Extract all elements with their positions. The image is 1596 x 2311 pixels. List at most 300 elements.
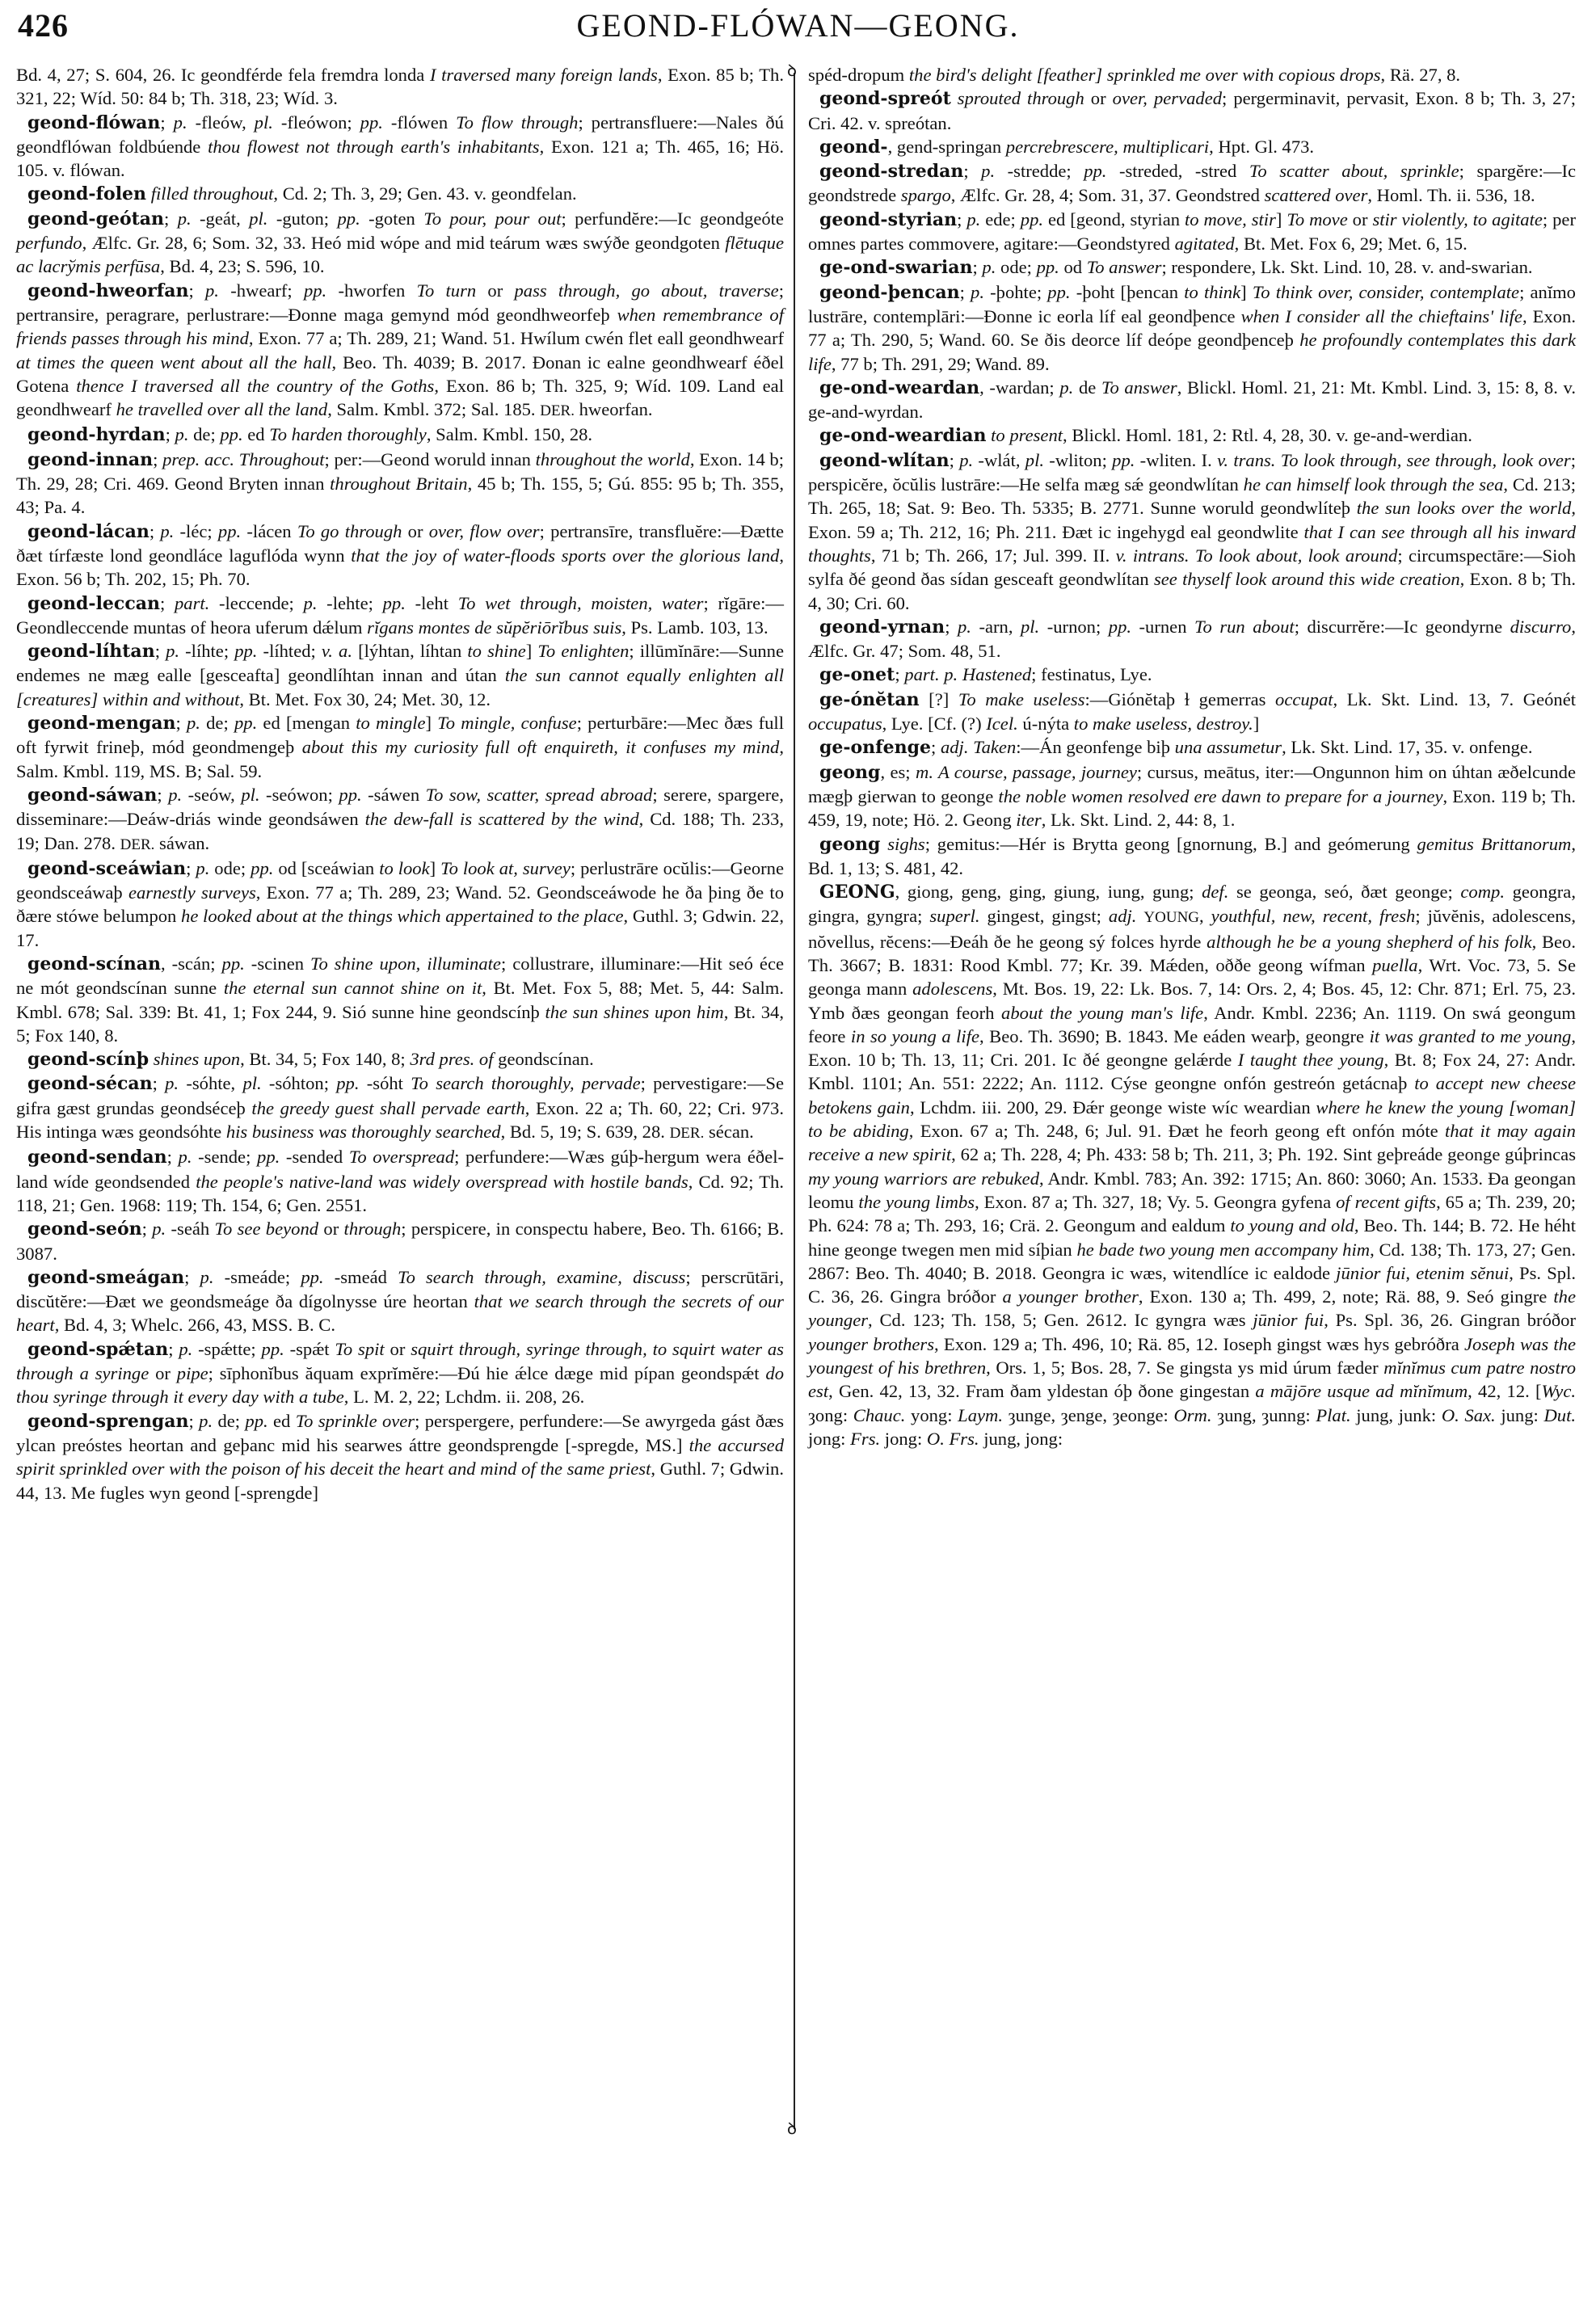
headword: ge-onet: [819, 664, 895, 686]
entry-text: ;: [165, 424, 175, 445]
entry-text: jung:: [1495, 1404, 1544, 1425]
italic-gloss: puella: [1372, 954, 1418, 975]
entry-text: , L. M. 2, 22; Lchdm. ii. 208, 26.: [343, 1387, 585, 1408]
italic-gloss: Dut.: [1543, 1404, 1576, 1425]
italic-gloss: To overspread: [348, 1147, 455, 1168]
entry-text: -wliton;: [1044, 449, 1113, 470]
entry-text: ;: [186, 857, 196, 878]
entry-text: -léc;: [174, 520, 218, 541]
entry-text: ed: [242, 424, 270, 445]
entry-text: ; circumspectāre:—Sioh sylfa ðé geond ðas sídan gesceaft geondwlítan: [808, 545, 1576, 590]
italic-gloss: To answer: [1101, 377, 1177, 398]
italic-gloss: p.: [205, 280, 219, 301]
entry-text: ; per:—Geond woruld innan: [324, 448, 536, 469]
headword: geond-mengan: [27, 713, 176, 735]
dictionary-entry: [808, 255, 1576, 280]
italic-gloss: pp.: [303, 280, 327, 301]
entry-text: -flówen: [382, 112, 457, 133]
entry-text: , Bt. 34, 5; Fox 140, 8;: [240, 1049, 411, 1070]
entry-text: -spǽtte;: [192, 1338, 262, 1359]
entry-text: spéd-dropum: [808, 65, 909, 85]
entry-text: de;: [200, 713, 234, 734]
italic-gloss: p.: [971, 281, 984, 302]
entry-text: -fleówon;: [272, 112, 360, 133]
headword: geond-leccan: [27, 592, 160, 614]
headword: geond-stredan: [819, 161, 964, 183]
italic-gloss: pp.: [1020, 208, 1044, 229]
italic-gloss: flētuque ac lacrўmis perfūsa: [16, 233, 784, 277]
entry-text: , Guthl. 7; Gdwin. 44, 13. Me fugles wyn geond [-sprengde]: [16, 1459, 784, 1503]
italic-gloss: earnestly surveys: [128, 882, 256, 903]
entry-text: , Exon. 87 a; Th. 327, 18; Vy. 5. Geongra gyfena: [975, 1191, 1337, 1212]
italic-gloss: v. intrans. To look about, look around: [1115, 545, 1398, 566]
entry-text: -sóhton;: [261, 1073, 337, 1094]
entry-text: -leccende;: [209, 592, 304, 613]
entry-text: or: [1084, 88, 1113, 109]
entry-text: ; rĭgāre:—Geondleccende muntas of heora uferum dǽlum: [16, 592, 784, 638]
italic-gloss: discurro: [1510, 616, 1572, 637]
dictionary-entry: [16, 520, 784, 591]
italic-gloss: that the joy of water-floods sports over the glorious land: [351, 545, 780, 566]
italic-gloss: my young warriors are rebuked: [808, 1168, 1040, 1189]
italic-gloss: he bade two young men accompany him: [1076, 1239, 1371, 1260]
entry-text: , Ælfc. Gr. 28, 4; Som. 31, 37. Geondstred: [950, 185, 1265, 206]
entry-text: -hwearf;: [218, 280, 304, 301]
entry-text: ; pergerminavit, pervasit, Exon. 8 b; Th. 3, 27; Cri. 42. v. spreótan.: [808, 88, 1577, 133]
italic-gloss: Wyc.: [1541, 1381, 1576, 1402]
entry-text: -scinen: [244, 953, 311, 974]
entry-text: , Cd. 92; Th. 118, 21; Gen. 1968: 119; Th. 154, 6; Gen. 2551.: [16, 1171, 784, 1215]
italic-gloss: the accursed spirit sprinkled over with the poison of his deceit the heart and mind of the same priest: [16, 1434, 784, 1480]
dictionary-entry: [808, 86, 1576, 135]
italic-gloss: To move: [1286, 208, 1348, 229]
italic-gloss: that we search through the secrets of our heart: [16, 1291, 784, 1336]
italic-gloss: pp.: [1084, 161, 1107, 182]
italic-gloss: thou flowest not through earth's inhabitants: [208, 136, 540, 157]
entry-text: ;: [188, 1410, 200, 1431]
entry-text: ; sīphonĭbus ăquam exprĭmĕre:—Ðú hie ǽlce dæge mid pípan geondspǽt: [208, 1363, 766, 1384]
italic-gloss: pp.: [220, 424, 243, 445]
italic-gloss: the people's native-land was widely overspread with hostile bands: [196, 1171, 689, 1192]
entry-text: de: [1073, 377, 1101, 398]
entry-text: , Bd. 5, 19; S. 639, 28.: [500, 1122, 670, 1143]
italic-gloss: pp.: [221, 953, 245, 974]
headword: geond-hyrdan: [27, 424, 166, 446]
entry-text: , Cd. 213; Th. 265, 18; Sat. 9: Beo. Th. 5335; B. 2771. Sunne woruld geondwlíteþ: [808, 474, 1576, 519]
entry-text: -guton;: [267, 208, 338, 229]
entry-text: jong:: [880, 1428, 927, 1449]
entry-text: , Wrt. Voc. 73, 5. Se geonga mann: [808, 954, 1576, 1000]
italic-gloss: p.: [152, 1219, 166, 1240]
italic-gloss: pp.: [245, 1410, 268, 1431]
entry-text: , Beo. Th. 3667; B. 1831: Rood Kmbl. 77; Kr. 39. Mǽden, oððe geong wífman: [808, 931, 1577, 975]
headword: geond-lácan: [27, 520, 149, 542]
entry-text: ; perspicĕre, ŏcŭlis lustrāre:—He selfa mæg sǽ geondwlítan: [808, 449, 1576, 495]
dictionary-entry: [808, 208, 1576, 256]
italic-gloss: when I consider all the chieftains' life: [1240, 305, 1522, 326]
dictionary-entry: [808, 376, 1576, 424]
italic-gloss: Plat.: [1316, 1404, 1351, 1425]
dictionary-entry: [16, 711, 784, 783]
italic-gloss: where he knew the young [woman] to be abiding: [808, 1097, 1576, 1142]
dictionary-entry: [808, 880, 1576, 1450]
entry-text: -spǽt: [284, 1338, 335, 1359]
italic-gloss: over, pervaded: [1112, 88, 1223, 109]
italic-gloss: adolescens: [912, 979, 993, 1000]
entry-text: or: [1347, 208, 1373, 229]
italic-gloss: To sprinkle over: [295, 1410, 415, 1431]
entry-text: ]: [429, 857, 441, 878]
entry-text: ;: [164, 208, 178, 229]
italic-gloss: rĭgans montes de sŭpĕriōrĭbus suis: [367, 617, 622, 638]
entry-text: , Ors. 1, 5; Bos. 28, 7. Se gingsta ys mid úrum fæder: [986, 1358, 1384, 1379]
entry-text: ȝong:: [808, 1404, 853, 1425]
italic-gloss: O. Frs.: [926, 1428, 979, 1449]
italic-gloss: he profoundly contemplates this dark life: [808, 330, 1576, 374]
entry-text: , Lk. Skt. Lind. 2, 44: 8, 1.: [1041, 810, 1236, 831]
italic-gloss: about this my curiosity full oft enquireth, it confuses my mind: [301, 737, 780, 758]
entry-text: -urnon;: [1039, 616, 1109, 637]
left-column: [16, 63, 784, 1505]
italic-gloss: pp.: [1108, 616, 1132, 637]
entry-text: , Rä. 27, 8.: [1380, 65, 1461, 85]
entry-text: , Hpt. Gl. 473.: [1209, 136, 1315, 157]
entry-text: ; pertransfluere:—Nales ðú geondflówan foldbúende: [16, 112, 784, 157]
italic-gloss: To scatter about, sprinkle: [1249, 161, 1459, 182]
entry-text: , Exon. 130 a; Th. 499, 2, note; Rä. 88, 9. Seó gingre: [1138, 1286, 1554, 1307]
entry-text: , Exon. 77 a; Th. 289, 23; Wand. 52. Geondsceáwode he ða þing ðe to ðære stówe belumpon: [16, 882, 784, 927]
italic-gloss: pp.: [234, 641, 258, 662]
entry-text: , Exon. 121 a; Th. 465, 16; Hö. 105. v. flówan.: [16, 136, 784, 181]
entry-continuation: [16, 63, 784, 111]
entry-text: -sóht: [359, 1073, 411, 1094]
italic-gloss: the younger: [808, 1286, 1577, 1331]
italic-gloss: over, flow over: [428, 520, 540, 541]
entry-text: de;: [213, 1410, 246, 1431]
italic-gloss: to present: [991, 425, 1063, 446]
italic-gloss: the sun looks over the world: [1356, 498, 1572, 519]
headword: geond-líhtan: [27, 641, 155, 663]
page-number: 426: [18, 7, 69, 44]
dictionary-entry: [808, 760, 1576, 832]
headword: geond-styrian: [819, 208, 958, 230]
entry-text: ; anĭmo lustrāre, contemplāri:—Ðonne ic eorla líf eal geondþence: [808, 281, 1576, 326]
entry-text: , Beo. Th. 3690; B. 1843. Me eáden wearþ, geongre: [979, 1025, 1370, 1046]
italic-gloss: jūnior fui, etenim sĕnui: [1336, 1262, 1510, 1283]
entry-text: ;: [188, 280, 205, 301]
italic-gloss: the greedy guest shall pervade earth: [251, 1097, 525, 1118]
dictionary-entry: [16, 783, 784, 857]
small-caps-text: DER.: [540, 402, 575, 420]
entry-text: , Cd. 2; Th. 3, 29; Gen. 43. v. geondfelan.: [273, 183, 577, 204]
italic-gloss: pl.: [1020, 616, 1040, 637]
entry-text: ode;: [996, 257, 1037, 278]
italic-gloss: pp.: [360, 112, 383, 133]
dictionary-entry: [16, 857, 784, 952]
italic-gloss: Icel.: [986, 714, 1018, 735]
entry-text: , Ælfc. Gr. 47; Som. 48, 51.: [808, 616, 1577, 662]
entry-text: , -wardan;: [979, 377, 1060, 398]
italic-gloss: agitated: [1174, 234, 1235, 255]
italic-gloss: pp.: [382, 592, 406, 613]
italic-gloss: 3rd pres. of: [410, 1049, 494, 1070]
italic-gloss: sprouted through: [957, 88, 1084, 109]
entry-text: -sóhte,: [179, 1073, 243, 1094]
entry-text: Bd. 4, 27; S. 604, 26. Ic geondférde fela fremdra londa: [16, 65, 430, 85]
italic-gloss: the dew-fall is scattered by the wind: [364, 809, 639, 830]
entry-text: gingest, gingst;: [979, 906, 1109, 927]
headword: geond-sendan: [27, 1147, 167, 1168]
italic-gloss: pl.: [1025, 449, 1045, 470]
italic-gloss: I taught thee young: [1237, 1050, 1384, 1071]
italic-gloss: pp.: [257, 1147, 280, 1168]
italic-gloss: To make useless: [958, 688, 1085, 709]
entry-text: , Bd. 4, 3; Whelc. 266, 43, MSS. B. C.: [54, 1315, 336, 1336]
italic-gloss: p.: [303, 592, 318, 613]
italic-gloss: throughout Britain: [330, 474, 468, 495]
italic-gloss: the sun shines upon him: [545, 1001, 724, 1022]
italic-gloss: part.: [174, 592, 210, 613]
headword: geond-wlítan: [819, 449, 950, 471]
divider-ornament-top-icon: ꝺ: [787, 62, 797, 80]
entry-text: , Mt. Bos. 19, 22: Lk. Bos. 7, 14: Ors. 2, 4; Bos. 45, 12: Chr. 871; Erl. 75, 23. Ymb ðæs geongan feorh: [808, 979, 1576, 1023]
entry-text: , Bt. Met. Fox 6, 29; Met. 6, 15.: [1234, 234, 1468, 255]
headword: GEONG: [819, 882, 895, 903]
entry-text: ; festinatus, Lye.: [1031, 664, 1152, 685]
entry-text: , Andr. Kmbl. 2236; An. 1119. On swá geongum feore: [808, 1002, 1577, 1046]
entry-text: , 65 a; Th. 239, 20; Ph. 624: 78 a; Th. 293, 16; Crä. 2. Geongum and ealdum: [808, 1191, 1577, 1236]
entry-text: , 77 b; Th. 291, 29; Wand. 89.: [831, 353, 1050, 374]
entry-text: ȝung, ȝunng:: [1211, 1404, 1316, 1425]
entry-text: , Lk. Skt. Lind. 13, 7. Geónét: [1333, 688, 1576, 709]
entry-text: :—Giónĕtaþ ɫ gemerras: [1084, 688, 1276, 709]
italic-gloss: through: [343, 1219, 402, 1240]
entry-text: geondscínan.: [493, 1049, 594, 1070]
entry-text: , Exon. 77 a; Th. 290, 5; Wand. 60. Se ðis deorce líf deópe geondþenceþ: [808, 305, 1576, 351]
entry-text: ; collustrare, illuminare:—Hit seó éce ne mót geondscínan sunne: [16, 953, 784, 999]
italic-gloss: spargo: [900, 185, 951, 206]
entry-text: ;: [963, 161, 982, 182]
entry-text: , Lk. Skt. Lind. 17, 35. v. onfenge.: [1282, 737, 1533, 758]
italic-gloss: To go through: [297, 520, 402, 541]
right-column: [808, 63, 1576, 1450]
italic-gloss: prep. acc. Throughout: [162, 448, 325, 469]
entry-text: , Exon. 67 a; Th. 248, 6; Jul. 91. Ðæt he feorh geong eft onfón móte: [908, 1121, 1446, 1142]
entry-text: , Bt. 34, 5; Fox 140, 8.: [16, 1001, 784, 1046]
italic-gloss: To search through, examine, discuss: [398, 1266, 686, 1287]
entry-text: , Exon. 85 b; Th. 321, 22; Wíd. 50: 84 b; Th. 318, 23; Wíd. 3.: [16, 65, 784, 109]
entry-text: , 42, 12. [: [1468, 1381, 1542, 1402]
entry-text: ; illūmĭnāre:—Sunne endemes ne mæg ealle [gesceafta] geondlíhtan innan and útan: [16, 641, 784, 686]
entry-text: -þoht [þencan: [1070, 281, 1185, 302]
entry-text: jung, jong:: [979, 1428, 1063, 1449]
headword: geond-innan: [27, 448, 154, 470]
running-head: GEOND-FLÓWAN—GEONG.: [576, 7, 1020, 44]
italic-gloss: about the young man's life: [1001, 1002, 1204, 1023]
entry-text: ede;: [980, 208, 1021, 229]
italic-gloss: m. A course, passage, journey: [916, 761, 1137, 782]
entry-text: , Exon. 119 b; Th. 459, 19, note; Hö. 2. Geong: [808, 785, 1577, 831]
entry-text: ed [mengan: [257, 713, 356, 734]
italic-gloss: although he be a young shepherd of his folk: [1206, 931, 1532, 952]
italic-gloss: I traversed many foreign lands: [429, 65, 658, 85]
entry-text: , Exon. 77 a; Th. 289, 21; Wand. 51. Hwílum cwén flet eall geondhwearf: [248, 328, 784, 349]
italic-gloss: To wet through, moisten, water: [457, 592, 704, 613]
entry-text: ; serere, spargere, disseminare:—Deáw-driás winde geondsáwen: [16, 784, 784, 830]
entry-text: ; perlustrāre ocŭlis:—Georne geondsceáwaþ: [16, 857, 784, 903]
entry-text: -lehte;: [317, 592, 383, 613]
entry-text: , Beo. Th. 144; B. 72. He héht hine geonge twegen men mid síþian: [808, 1215, 1576, 1260]
headword: geond-hweorfan: [27, 280, 189, 301]
italic-gloss: To turn: [416, 280, 477, 301]
entry-text: ed [geond, styrian: [1043, 208, 1185, 229]
italic-gloss: To shine upon, illuminate: [310, 953, 501, 974]
headword: geond-folen: [27, 183, 147, 205]
dictionary-entry: [16, 591, 784, 640]
italic-gloss: the eternal sun cannot shine on it: [223, 978, 482, 999]
entry-text: -seów,: [182, 784, 242, 805]
italic-gloss: pp.: [217, 520, 242, 541]
headword: geond-: [819, 136, 888, 158]
italic-gloss: p.: [959, 449, 974, 470]
entry-text: [880, 834, 887, 854]
italic-gloss: p.: [196, 857, 210, 878]
italic-gloss: a younger brother: [1002, 1286, 1139, 1307]
entry-text: , Bd. 1, 13; S. 481, 42.: [808, 833, 1577, 878]
entry-text: , Blickl. Homl. 21, 21: Mt. Kmbl. Lind. 3, 15: 8, 8. v. ge-and-wyrdan.: [808, 377, 1577, 423]
entry-text: ;: [959, 281, 971, 302]
entry-text: , Cd. 123; Th. 158, 5; Gen. 2612. Ic gyngra wæs: [868, 1310, 1253, 1331]
entry-text: -leht: [405, 592, 458, 613]
italic-gloss: mĭnĭmus cum patre nostro est: [808, 1358, 1576, 1402]
entry-text: , Lchdm. iii. 200, 29. Ðǽr geonge wiste wíc weardian: [909, 1097, 1316, 1118]
entry-text: , Cd. 138; Th. 173, 27; Gen. 2867: Beo. Th. 4040; B. 2018. Geongra ic wæs, witendlíce ic ealdode: [808, 1239, 1576, 1283]
italic-gloss: To enlighten: [537, 641, 630, 662]
italic-gloss: p.: [1059, 377, 1074, 398]
italic-gloss: v. a.: [321, 641, 352, 662]
entry-text: ú-nýta: [1017, 714, 1074, 735]
italic-gloss: occupat: [1275, 688, 1333, 709]
italic-gloss: pp.: [1047, 281, 1071, 302]
entry-text: ]: [1275, 208, 1287, 229]
italic-gloss: gemitus Brittanorum: [1417, 833, 1572, 854]
italic-gloss: p.: [166, 641, 180, 662]
entry-text: ;: [141, 1219, 153, 1240]
entry-text: -stredde;: [995, 161, 1084, 182]
italic-gloss: Laym.: [958, 1404, 1003, 1425]
italic-gloss: a mājōre usque ad mĭnĭmum: [1255, 1381, 1468, 1402]
italic-gloss: pp.: [336, 1073, 360, 1094]
entry-text: ;: [895, 664, 905, 685]
italic-gloss: pl.: [241, 784, 260, 805]
italic-gloss: Joseph was the youngest of his brethren: [808, 1333, 1576, 1379]
entry-text: or: [149, 1363, 177, 1384]
entry-text: ; perturbāre:—Mec ðæs full oft fyrwit frineþ, mód geondmengeþ: [16, 713, 784, 758]
italic-gloss: the young limbs: [858, 1191, 975, 1212]
entry-text: -streded, -stred: [1106, 161, 1249, 182]
entry-text: , Bt. Met. Fox 30, 24; Met. 30, 12.: [239, 688, 491, 709]
italic-gloss: p.: [981, 161, 996, 182]
entry-text: ]: [1253, 714, 1260, 735]
italic-gloss: pl.: [254, 112, 273, 133]
entry-text: , Ps. Lamb. 103, 13.: [621, 617, 769, 638]
italic-gloss: younger brothers: [808, 1333, 935, 1354]
entry-text: -goten: [360, 208, 424, 229]
entry-text: or: [318, 1219, 344, 1240]
entry-text: -hworfen: [326, 280, 417, 301]
italic-gloss: that it may again receive a new spirit: [808, 1121, 1576, 1165]
italic-gloss: Orm.: [1173, 1404, 1212, 1425]
italic-gloss: it was granted to me young: [1369, 1025, 1572, 1046]
italic-gloss: To think over, consider, contemplate: [1252, 281, 1520, 302]
italic-gloss: to look: [379, 857, 430, 878]
italic-gloss: p.: [165, 1073, 179, 1094]
italic-gloss: squirt through, syringe through, to squirt water as through a syringe: [16, 1338, 784, 1384]
italic-gloss: To run about: [1194, 616, 1295, 637]
italic-gloss: the noble women resolved ere dawn to prepare for a journey: [998, 785, 1443, 806]
italic-gloss: the sun cannot equally enlighten all [creatures] within and without: [16, 665, 784, 709]
dictionary-entry: [16, 448, 784, 520]
dictionary-entry: [16, 952, 784, 1047]
headword: ge-onfenge: [819, 737, 932, 759]
dictionary-entry: [16, 207, 784, 279]
headword: geond-sceáwian: [27, 857, 187, 879]
entry-text: , Salm. Kmbl. 372; Sal. 185.: [327, 399, 541, 420]
italic-gloss: p.: [179, 1338, 193, 1359]
dictionary-entry: [808, 735, 1576, 760]
entry-text: jung, junk:: [1350, 1404, 1442, 1425]
headword: ge-ond-weardian: [819, 425, 987, 447]
italic-gloss: filled throughout: [150, 183, 274, 204]
entry-text: jong:: [808, 1428, 851, 1449]
entry-text: ; cursus, meātus, iter:—Ongunnon him on úhtan æðelcunde mægþ gierwan to geonge: [808, 761, 1576, 806]
entry-text: ;: [157, 784, 169, 805]
entry-text: yong:: [905, 1404, 958, 1425]
small-caps-text: YOUNG: [1143, 909, 1200, 927]
entry-continuation: [808, 63, 1576, 86]
italic-gloss: his business was thoroughly searched: [225, 1122, 501, 1143]
entry-text: ;: [166, 1147, 179, 1168]
entry-text: ; perspergere, perfundere:—Se awyrgeda gást ðæs ylcan preóstes heortan and geþanc mid his searwes áttre geondsprengde [-spregde, MS.]: [16, 1410, 784, 1455]
italic-gloss: To mingle, confuse: [437, 713, 577, 734]
entry-text: ; perfundĕre:—Ic geondgeóte: [561, 208, 784, 229]
dictionary-entry: [16, 1337, 784, 1409]
entry-text: -sáwen: [361, 784, 426, 805]
italic-gloss: pp.: [1112, 449, 1135, 470]
entry-text: , gend-springan: [887, 136, 1006, 157]
entry-text: , Exon. 8 b; Th. 4, 30; Cri. 60.: [808, 569, 1577, 613]
headword: ge-ond-swarian: [819, 257, 973, 279]
italic-gloss: v. trans. To look through, see through, look over: [1217, 449, 1571, 470]
entry-text: -fleów,: [187, 112, 255, 133]
italic-gloss: pp.: [301, 1266, 324, 1287]
entry-text: or: [402, 520, 429, 541]
italic-gloss: O. Sax.: [1441, 1404, 1496, 1425]
italic-gloss: To spit: [335, 1338, 385, 1359]
italic-gloss: p.: [199, 1410, 213, 1431]
headword: geond-sáwan: [27, 784, 158, 806]
entry-text: ; perscrūtāri, discŭtĕre:—Ðæt we geondsmeáge ða dígolnysse úre heortan: [16, 1266, 784, 1312]
dictionary-entry: [808, 448, 1576, 615]
entry-text: , 71 b; Th. 266, 17; Jul. 399. II.: [870, 545, 1116, 566]
dictionary-entry: [16, 1409, 784, 1505]
dictionary-entry: [16, 182, 784, 206]
entry-text: or: [476, 280, 515, 301]
entry-text: ; spargĕre:—Ic geondstrede: [808, 161, 1576, 206]
entry-text: , Salm. Kmbl. 119, MS. B; Sal. 59.: [16, 737, 784, 781]
entry-text: , Exon. 22 a; Th. 60, 22; Cri. 973. His intinga wæs geondsóhte: [16, 1097, 784, 1143]
entry-text: , Homl. Th. ii. 536, 18.: [1367, 185, 1535, 206]
